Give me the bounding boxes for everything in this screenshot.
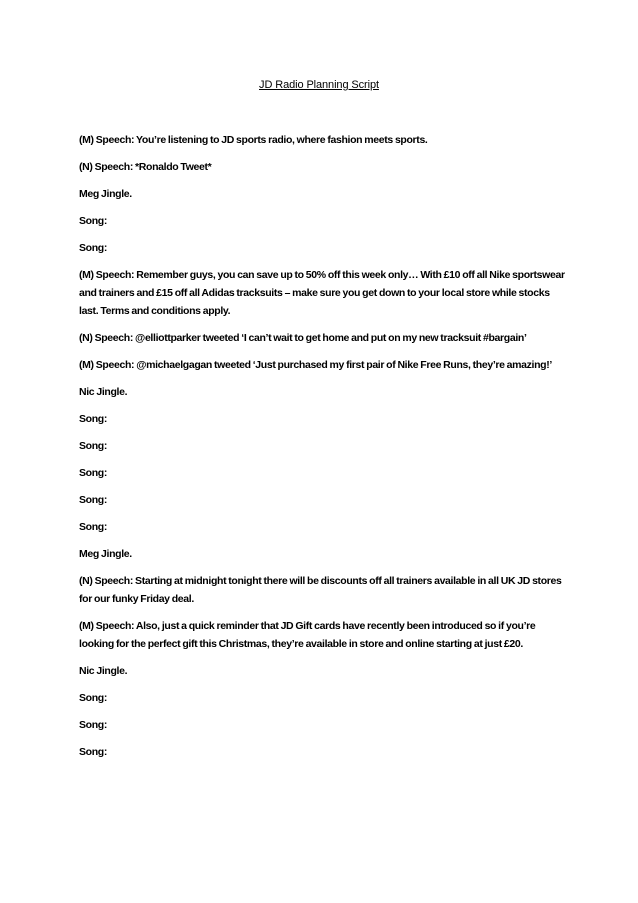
script-line: Song:: [79, 242, 107, 254]
page-title: JD Radio Planning Script: [259, 79, 379, 91]
script-line: Song:: [79, 413, 107, 425]
script-line: Nic Jingle.: [79, 665, 128, 677]
script-line: (M) Speech: Remember guys, you can save up to 50% off this week only… With £10 off all Nike sportswear and trainers and £15 off all Adidas tracksuits – make sure you get down to your local store while stocks last. Terms and conditions apply.: [79, 269, 565, 317]
script-line: (M) Speech: Also, just a quick reminder that JD Gift cards have recently been introduced so if you’re looking for the perfect gift this Christmas, they’re available in store and online starting at just £20.: [79, 620, 536, 650]
script-line: Nic Jingle.: [79, 386, 128, 398]
script-line: (M) Speech: You’re listening to JD sports radio, where fashion meets sports.: [79, 134, 428, 146]
script-line: (N) Speech: @elliottparker tweeted ‘I can’t wait to get home and put on my new tracksuit #bargain’: [79, 332, 527, 344]
script-body: [79, 131, 571, 770]
script-line: (N) Speech: Starting at midnight tonight there will be discounts off all trainers available in all UK JD stores for our funky Friday deal.: [79, 575, 562, 605]
script-line: Song:: [79, 215, 107, 227]
script-line: (M) Speech: @michaelgagan tweeted ‘Just purchased my first pair of Nike Free Runs, they’re amazing!’: [79, 359, 552, 371]
script-line: Song:: [79, 746, 107, 758]
script-line: Song:: [79, 467, 107, 479]
script-line: (N) Speech: *Ronaldo Tweet*: [79, 161, 212, 173]
script-line: Song:: [79, 521, 107, 533]
script-line: Song:: [79, 494, 107, 506]
script-line: Meg Jingle.: [79, 188, 132, 200]
script-line: Song:: [79, 719, 107, 731]
script-line: Song:: [79, 692, 107, 704]
script-line: Meg Jingle.: [79, 548, 132, 560]
script-line: Song:: [79, 440, 107, 452]
